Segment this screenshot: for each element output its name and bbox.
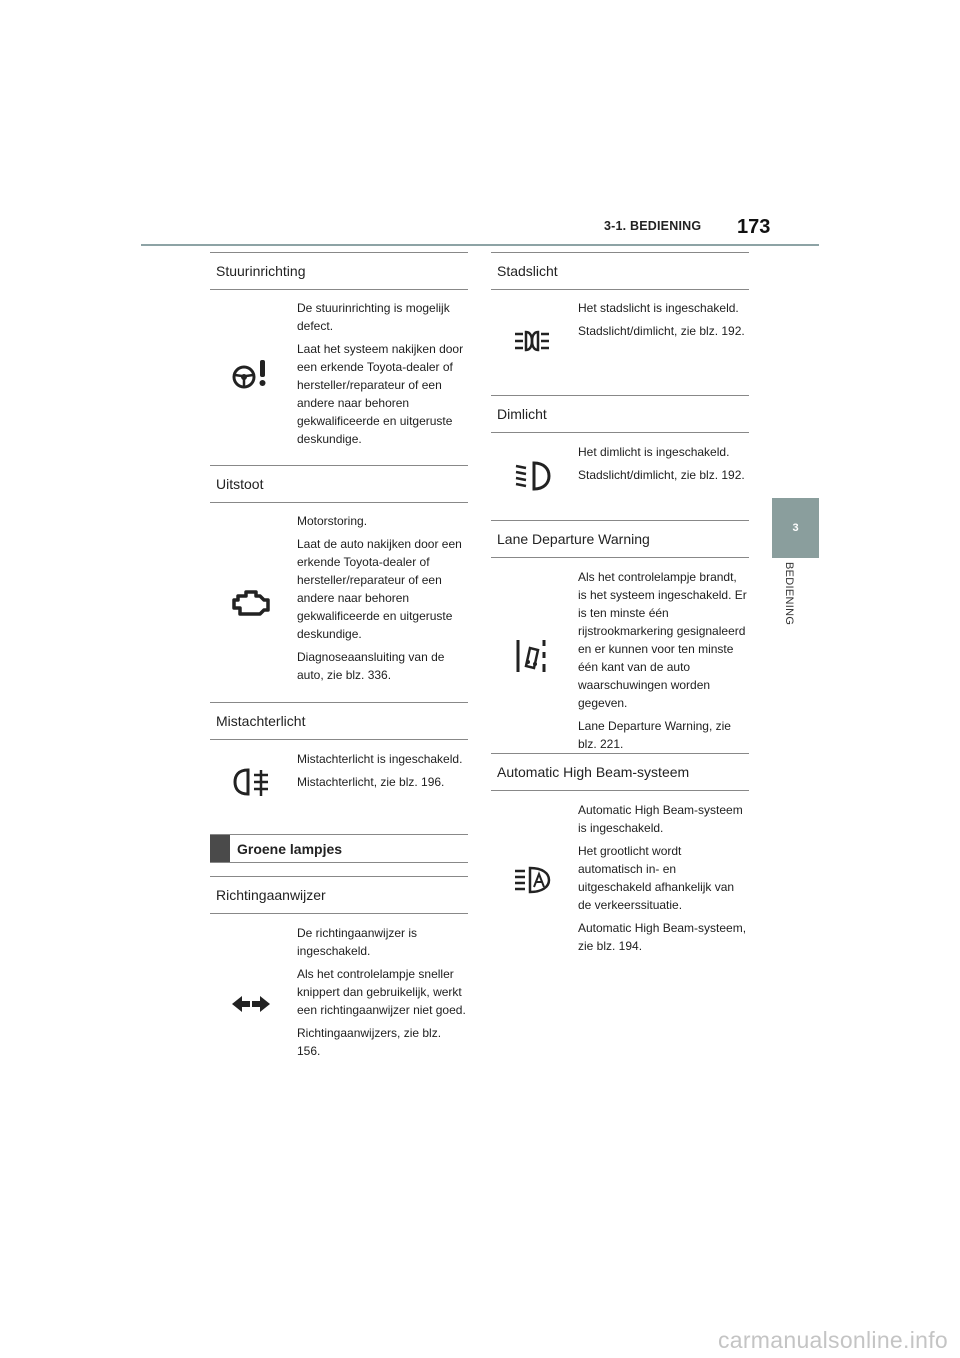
desc-uitstoot xyxy=(297,512,467,689)
heading-label: Automatic High Beam-systeem xyxy=(497,764,690,780)
parking-light-icon xyxy=(512,328,552,354)
paragraph: Laat het systeem nakijken door een erkende Toyota-dealer of hersteller/reparateur of een andere naar behoren gekwalificeerde en uitgeruste deskundige. xyxy=(297,342,464,446)
desc-richtingaanwijzer xyxy=(297,924,467,1065)
heading-lane-departure xyxy=(491,520,749,558)
steering-warning-icon xyxy=(230,358,272,392)
heading-label: Richtingaanwijzer xyxy=(216,887,326,903)
heading-bar xyxy=(210,835,230,862)
heading-label: Uitstoot xyxy=(216,476,264,492)
heading-label: Dimlicht xyxy=(497,406,547,422)
paragraph: Mistachterlicht is ingeschakeld. xyxy=(297,752,463,766)
paragraph: Lane Departure Warning, zie blz. 221. xyxy=(578,719,731,751)
page-number: 173 xyxy=(737,216,771,238)
paragraph: Als het controlelampje brandt, is het systeem ingeschakeld. Er is ten minste één rijstrookmarkering gesignaleerd en er kunnen voor ten minste één kant van de auto waarschuwingen worden gegeven. xyxy=(578,570,747,710)
paragraph: Automatic High Beam-systeem, zie blz. 194. xyxy=(578,921,747,953)
desc-stadslicht xyxy=(578,299,748,345)
heading-groene-lampjes xyxy=(210,834,468,863)
heading-richtingaanwijzer xyxy=(210,876,468,914)
turn-signal-arrows-icon xyxy=(230,992,272,1022)
section-label: 3-1. BEDIENING xyxy=(604,219,702,233)
heading-stuurinrichting xyxy=(210,252,468,290)
paragraph: Het stadslicht is ingeschakeld. xyxy=(578,301,739,315)
heading-mistachterlicht xyxy=(210,702,468,740)
paragraph: Automatic High Beam-systeem is ingeschakeld. xyxy=(578,803,743,835)
chapter-tab[interactable]: 3 xyxy=(772,498,819,558)
paragraph: Richtingaanwijzers, zie blz. 156. xyxy=(297,1026,442,1058)
heading-label: Groene lampjes xyxy=(237,840,343,857)
desc-high-beam xyxy=(578,801,748,960)
rear-fog-light-icon xyxy=(232,766,272,798)
heading-label: Mistachterlicht xyxy=(216,713,306,729)
header-rule xyxy=(141,244,819,246)
watermark: carmanualsonline.info xyxy=(717,1327,948,1353)
paragraph: Mistachterlicht, zie blz. 196. xyxy=(297,775,445,789)
paragraph: Laat de auto nakijken door een erkende Toyota-dealer of hersteller/reparateur of een andere naar behoren gekwalificeerde en uitgeruste deskundige. xyxy=(297,537,462,641)
paragraph: Diagnoseaansluiting van de auto, zie blz. 336. xyxy=(297,650,445,682)
paragraph: Het grootlicht wordt automatisch in- en uitgeschakeld afhankelijk van de verkeerssituatie. xyxy=(578,844,735,912)
lane-departure-icon xyxy=(514,636,548,676)
heading-label: Stadslicht xyxy=(497,263,558,279)
desc-lane-departure xyxy=(578,568,748,758)
heading-stadslicht xyxy=(491,252,749,290)
chapter-side-label: BEDIENING xyxy=(783,562,795,626)
paragraph: Stadslicht/dimlicht, zie blz. 192. xyxy=(578,468,745,482)
paragraph: De stuurinrichting is mogelijk defect. xyxy=(297,301,450,333)
heading-label: Lane Departure Warning xyxy=(497,531,650,547)
paragraph: Als het controlelampje sneller knippert dan gebruikelijk, werkt een richtingaanwijzer niet goed. xyxy=(297,967,466,1017)
engine-check-icon xyxy=(230,588,272,618)
desc-dimlicht xyxy=(578,443,748,489)
paragraph: Motorstoring. xyxy=(297,514,368,528)
heading-dimlicht xyxy=(491,395,749,433)
heading-uitstoot xyxy=(210,465,468,503)
paragraph: De richtingaanwijzer is ingeschakeld. xyxy=(297,926,418,958)
desc-stuurinrichting xyxy=(297,299,467,453)
low-beam-icon xyxy=(512,459,552,493)
paragraph: Stadslicht/dimlicht, zie blz. 192. xyxy=(578,324,745,338)
auto-high-beam-icon xyxy=(512,865,552,895)
heading-label: Stuurinrichting xyxy=(216,263,306,279)
paragraph: Het dimlicht is ingeschakeld. xyxy=(578,445,730,459)
desc-mistachterlicht xyxy=(297,750,467,796)
heading-high-beam xyxy=(491,753,749,791)
